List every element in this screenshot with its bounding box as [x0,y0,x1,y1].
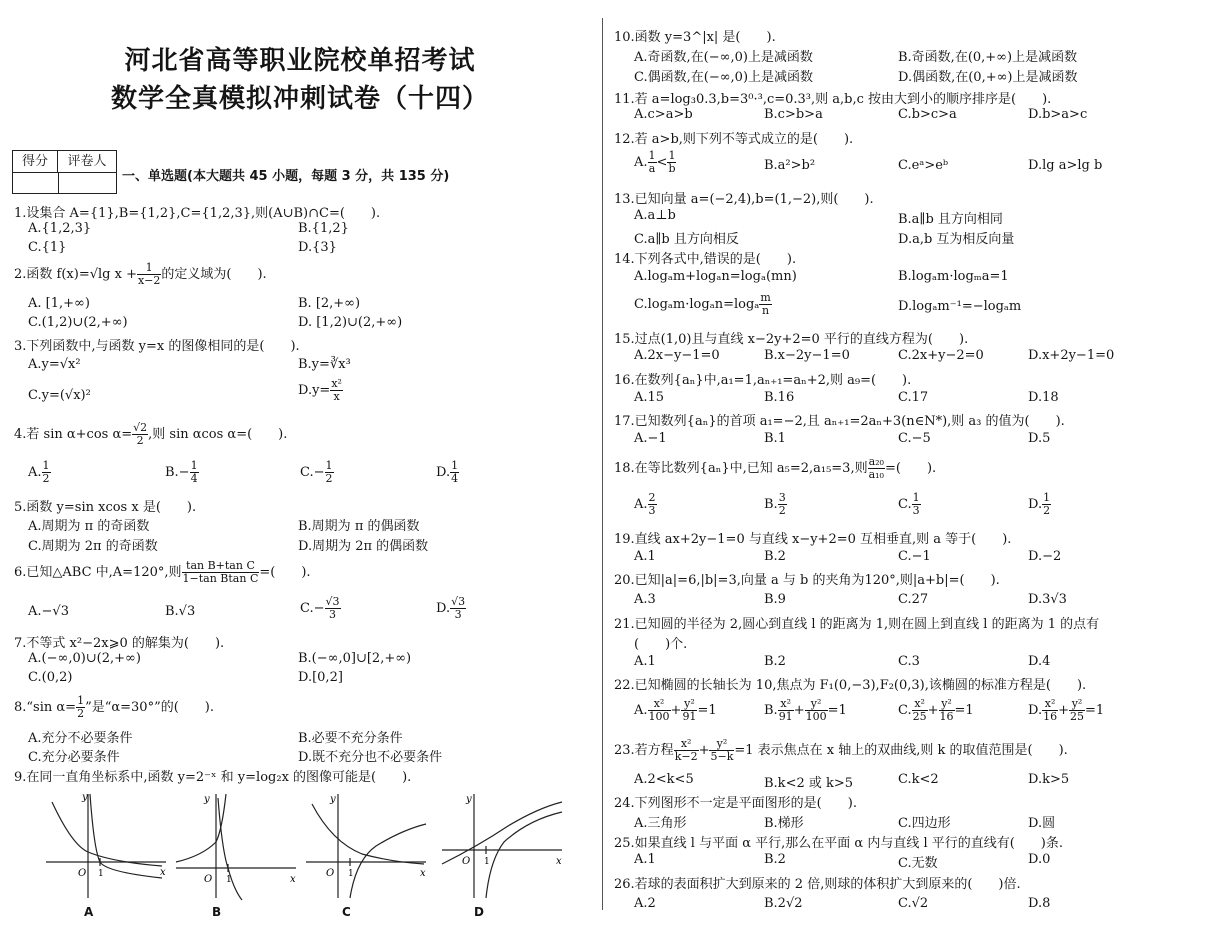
q4-d-label: D. [436,465,451,480]
question-24: 24.下列图形不一定是平面图形的是( ). [614,796,857,811]
q2-stem-post: 的定义域为( ). [161,267,267,282]
q12-option-d: D.lg a>lg b [1028,158,1103,173]
q21-option-a: A.1 [634,654,656,669]
q19-option-b: B.2 [764,549,786,564]
question-26: 26.若球的表面积扩大到原来的 2 倍,则球的体积扩大到原来的( )倍. [614,877,1021,892]
q6-d-fraction [450,596,466,621]
q12-a-frac1 [648,150,657,175]
q14-option-c [634,292,772,317]
q26-option-b: B.2√2 [764,896,803,911]
graph-c [302,790,432,902]
q4-c-fraction [325,460,334,485]
q19-option-d: D.−2 [1028,549,1062,564]
q6-stem-post: =( ). [259,565,311,580]
q5-option-c: C.周期为 2π 的奇函数 [28,539,158,554]
q4-c-num: 1 [325,459,333,472]
graph-d-y-label: y [466,794,472,805]
q23-frac1 [674,738,699,763]
q22-option-a [634,698,717,723]
q23-mid: + [698,743,710,758]
q18-b-fraction [778,492,787,517]
q25-option-b: B.2 [764,852,786,867]
q4-b-den: 4 [190,472,198,485]
q20-option-d: D.3√3 [1028,592,1067,607]
q16-option-d: D.18 [1028,390,1059,405]
q8-frac-den: 2 [77,707,85,720]
q22-b-den1: 91 [778,710,793,723]
q17-option-d: D.5 [1028,431,1051,446]
graph-d-label: D [474,905,484,919]
q12-a-num2: 1 [668,149,676,162]
q4-frac-den: 2 [136,434,144,447]
q7-option-a: A.(−∞,0)∪(2,+∞) [28,651,141,666]
q14-c-label: C.logₐm·logₐn=logₐ [634,297,760,312]
question-5: 5.函数 y=sin xcos x 是( ). [14,500,197,515]
q8-option-a: A.充分不必要条件 [28,731,133,746]
graph-d-origin: O [462,856,471,867]
q7-option-c: C.(0,2) [28,670,73,685]
q23-option-d: D.k>5 [1028,772,1070,787]
q26-option-d: D.8 [1028,896,1051,911]
q12-a-frac2 [667,150,676,175]
q2-stem-pre: 2.函数 f(x)=√lg x + [14,267,137,282]
q2-option-c: C.(1,2)∪(2,+∞) [28,315,128,330]
question-20: 20.已知|a|=6,|b|=3,向量 a 与 b 的夹角为120°,则|a+b|=( ). [614,573,1000,588]
q18-option-a [634,492,657,517]
q14-option-a: A.logₐm+logₐn=logₐ(mn) [634,269,797,284]
q24-option-a: A.三角形 [634,816,687,831]
question-9: 9.在同一直角坐标系中,函数 y=2⁻ˣ 和 y=log₂x 的图像可能是( ). [14,770,412,785]
q22-b-frac1 [778,698,794,723]
q18-frac-den: a₁₀ [868,468,884,481]
q22-c-den2: 16 [939,710,954,723]
graph-d-one: 1 [484,857,490,867]
q3-option-a: A.y=√x² [28,357,81,372]
q17-option-c: C.−5 [898,431,931,446]
graph-c-origin: O [326,868,335,879]
q12-option-b: B.a²>b² [764,158,816,173]
q22-d-label: D. [1028,703,1043,718]
q22-d-den2: 25 [1070,710,1084,723]
left-column [0,0,600,927]
q19-option-c: C.−1 [898,549,931,564]
q22-a-den1: 100 [648,710,670,723]
q18-d-num: 1 [1043,491,1051,504]
q3-d-pre: D.y= [298,383,331,398]
question-13: 13.已知向量 a=(−2,4),b=(1,−2),则( ). [614,192,874,207]
q26-option-a: A.2 [634,896,656,911]
q8-option-c: C.充分必要条件 [28,750,120,765]
q18-d-label: D. [1028,497,1043,512]
q22-d-frac1 [1042,698,1058,723]
q8-option-d: D.既不充分也不必要条件 [298,750,443,765]
q8-stem-post: ”是“α=30°”的( ). [85,700,214,715]
q21-option-c: C.3 [898,654,920,669]
q6-d-num: √3 [451,595,466,608]
q23-stem-pre: 23.若方程 [614,743,674,758]
q24-option-b: B.梯形 [764,816,804,831]
q23-den1: k−2 [674,750,698,763]
q18-c-den: 3 [912,504,920,517]
q22-a-num2: y² [681,698,697,711]
q4-frac-num: √2 [133,421,148,434]
q4-fraction [132,422,148,447]
q11-option-b: B.c>b>a [764,107,823,122]
q12-option-c: C.eᵃ>eᵇ [898,158,949,173]
question-18 [614,456,936,481]
q13-option-a: A.a⊥b [634,208,676,223]
q22-b-label: B. [764,703,778,718]
q18-b-num: 3 [778,491,786,504]
q18-option-b [764,492,787,517]
q3-d-num: x² [331,377,342,390]
question-7: 7.不等式 x²−2x⩾0 的解集为( ). [14,636,225,651]
q4-a-label: A. [28,465,42,480]
q22-d-mid: + [1058,703,1069,718]
q8-stem-pre: 8.“sin α= [14,700,77,715]
q16-option-a: A.15 [634,390,665,405]
grader-label: 评卷人 [58,151,116,173]
question-11: 11.若 a=log₃0.3,b=3⁰·³,c=0.3³,则 a,b,c 按由大到小的顺序排序是( ). [614,92,1052,107]
q10-option-a: A.奇函数,在(−∞,0)上是减函数 [634,50,813,65]
q4-d-den: 4 [451,472,459,485]
q6-c-den: 3 [329,608,337,621]
question-10: 10.函数 y=3^|x| 是( ). [614,30,776,45]
q3-d-fraction [330,378,343,403]
graph-a-exp-curve [52,802,162,866]
q6-option-b: B.√3 [165,604,196,619]
q22-c-frac2 [939,698,955,723]
q22-b-num2: y² [805,698,828,711]
q15-option-d: D.x+2y−1=0 [1028,348,1115,363]
q5-option-d: D.周期为 2π 的偶函数 [298,539,429,554]
q17-option-b: B.1 [764,431,786,446]
q22-a-frac1 [648,698,671,723]
q4-b-fraction [190,460,199,485]
q14-c-den: n [761,304,770,317]
q10-option-c: C.偶函数,在(−∞,0)上是减函数 [634,70,814,85]
question-21-cont: ( )个. [634,637,688,652]
question-21: 21.已知圆的半径为 2,圆心到直线 l 的距离为 1,则在圆上到直线 l 的距离为 1 的点有 [614,617,1100,632]
exam-title-line1: 河北省高等职业院校单招考试 [124,46,476,76]
q18-d-fraction [1042,492,1051,517]
column-divider [602,18,603,910]
q18-a-fraction [648,492,657,517]
graph-d-log-curve [486,812,562,898]
graph-c-x-label: x [420,868,426,879]
question-17: 17.已知数列{aₙ}的首项 a₁=−2,且 aₙ₊₁=2aₙ+3(n∈N*),则 a₃ 的值为( ). [614,414,1065,429]
graph-c-log-curve [350,824,426,898]
q2-fraction [137,262,161,287]
graph-b-label: B [212,905,222,919]
q5-option-a: A.周期为 π 的奇函数 [28,519,150,534]
q4-option-a [28,460,51,485]
q2-frac-num: 1 [137,262,161,275]
q11-option-a: A.c>a>b [634,107,693,122]
question-12: 12.若 a>b,则下列不等式成立的是( ). [614,132,854,147]
q21-option-d: D.4 [1028,654,1051,669]
q12-a-den2: b [668,162,676,175]
q10-option-b: B.奇函数,在(0,+∞)上是减函数 [898,50,1078,65]
q22-d-frac2 [1069,698,1085,723]
q18-option-d [1028,492,1051,517]
q6-c-num: √3 [325,595,340,608]
q24-option-c: C.四边形 [898,816,951,831]
q23-option-c: C.k<2 [898,772,939,787]
q4-c-den: 2 [325,472,333,485]
q12-a-den1: a [648,162,656,175]
q22-d-den1: 16 [1043,710,1058,723]
q23-num2: y² [709,738,734,751]
question-22: 22.已知椭圆的长轴长为 10,焦点为 F₁(0,−3),F₂(0,3),该椭圆的标准方程是( ). [614,678,1087,693]
question-4 [14,422,287,447]
q4-b-num: 1 [190,459,198,472]
q23-frac2 [709,738,734,763]
q6-option-d [436,596,466,621]
q20-option-b: B.9 [764,592,786,607]
q22-d-end: =1 [1085,703,1105,718]
q22-a-frac2 [681,698,697,723]
q18-c-fraction [912,492,921,517]
q3-d-den: x [333,390,340,403]
q6-c-label: C.− [300,601,325,616]
exam-title-line2: 数学全真模拟冲刺试卷（十四） [110,84,489,114]
q23-den2: 5−k [710,750,734,763]
q22-b-frac2 [805,698,828,723]
graph-d-exp-curve [442,802,562,864]
q23-option-a: A.2<k<5 [634,772,694,787]
q4-d-fraction [450,460,459,485]
q15-option-a: A.2x−y−1=0 [634,348,720,363]
q19-option-a: A.1 [634,549,656,564]
q1-option-c: C.{1} [28,240,67,255]
right-column [604,0,1224,927]
q14-option-d: D.logₐm⁻¹=−logₐm [898,299,1022,314]
q2-option-b: B. [2,+∞) [298,296,361,311]
question-25: 25.如果直线 l 与平面 α 平行,那么在平面 α 内与直线 l 平行的直线有( )条. [614,836,1064,851]
q12-a-num1: 1 [648,149,656,162]
q1-option-b: B.{1,2} [298,221,349,236]
graph-c-exp-curve [312,804,424,864]
q22-c-mid: + [927,703,939,718]
q7-option-d: D.[0,2] [298,670,343,685]
graph-b-y-label: y [204,794,210,805]
q25-option-d: D.0 [1028,852,1051,867]
q8-fraction [76,695,85,720]
q25-option-a: A.1 [634,852,656,867]
q7-option-b: B.(−∞,0]∪[2,+∞) [298,651,412,666]
q6-frac-den: 1−tan Btan C [182,572,259,585]
q3-option-b: B.y=∛x³ [298,357,351,372]
question-1: 1.设集合 A={1},B={1,2},C={1,2,3},则(A∪B)∩C=( ). [14,206,381,221]
q11-option-c: C.b>c>a [898,107,957,122]
graph-c-label: C [342,905,351,919]
q18-option-c [898,492,921,517]
q13-option-b: B.a∥b 且方向相同 [898,212,1003,227]
graph-a [42,790,172,902]
q12-option-a [634,150,676,175]
q4-option-b [165,460,199,485]
graph-c-one: 1 [348,869,354,879]
score-box [12,150,117,194]
q20-option-a: A.3 [634,592,656,607]
q18-b-den: 2 [778,504,786,517]
q17-option-a: A.−1 [634,431,667,446]
q4-stem-pre: 4.若 sin α+cos α= [14,427,133,442]
question-23 [614,738,1068,763]
q25-option-c: C.无数 [898,856,938,871]
graph-b [172,790,302,902]
q18-c-num: 1 [912,491,920,504]
q22-c-den1: 25 [912,710,927,723]
q13-option-c: C.a∥b 且方向相反 [634,232,739,247]
score-label: 得分 [13,151,58,173]
score-box-divider [58,173,59,194]
q16-option-b: B.16 [764,390,795,405]
q4-c-label: C.− [300,465,325,480]
q14-c-fraction [759,292,771,317]
q6-option-a: A.−√3 [28,604,69,619]
q2-frac-den: x−2 [137,274,161,287]
question-14: 14.下列各式中,错误的是( ). [614,252,797,267]
graph-b-one: 1 [226,875,232,885]
graph-b-x-label: x [290,874,296,885]
q18-a-label: A. [634,497,648,512]
q6-stem-pre: 6.已知△ABC 中,A=120°,则 [14,565,182,580]
graph-a-x-label: x [160,867,166,878]
q2-option-a: A. [1,+∞) [28,296,90,311]
q22-d-num1: x² [1042,698,1058,711]
graph-a-y-label: y [82,792,88,803]
q6-option-c [300,596,341,621]
q10-option-d: D.偶函数,在(0,+∞)上是减函数 [898,70,1078,85]
graph-a-label: A [84,905,94,919]
q22-b-end: =1 [827,703,847,718]
q15-option-c: C.2x+y−2=0 [898,348,984,363]
q18-stem-post: =( ). [884,461,937,476]
q15-option-b: B.x−2y−1=0 [764,348,850,363]
q22-a-label: A. [634,703,648,718]
q22-b-den2: 100 [805,710,827,723]
graph-d-x-label: x [556,856,562,867]
question-8 [14,695,214,720]
graph-a-one: 1 [98,869,104,879]
q12-a-mid: < [656,155,668,170]
question-2 [14,262,267,287]
q4-a-fraction [42,460,51,485]
q26-option-c: C.√2 [898,896,929,911]
q18-frac-num: a₂₀ [868,455,884,468]
q8-frac-num: 1 [77,694,85,707]
q4-d-num: 1 [451,459,459,472]
q2-option-d: D. [1,2)∪(2,+∞) [298,315,403,330]
q6-d-label: D. [436,601,451,616]
q22-c-num2: y² [939,698,955,711]
question-15: 15.过点(1,0)且与直线 x−2y+2=0 平行的直线方程为( ). [614,332,969,347]
question-19: 19.直线 ax+2y−1=0 与直线 x−y+2=0 互相垂直,则 a 等于( ). [614,532,1012,547]
q6-frac-num: tan B+tan C [182,560,260,573]
q22-c-frac1 [912,698,928,723]
q18-d-den: 2 [1043,504,1051,517]
q21-option-b: B.2 [764,654,786,669]
q23-num1: x² [674,738,699,751]
q22-c-end: =1 [954,703,974,718]
section-title: 一、单选题(本大题共 45 小题，每题 3 分，共 135 分) [122,169,450,184]
q3-option-d [298,378,343,403]
graph-d [438,790,568,902]
q3-option-c: C.y=(√x)² [28,388,91,403]
graph-a-origin: O [78,868,87,879]
q4-option-d [436,460,459,485]
q22-d-num2: y² [1069,698,1085,711]
q8-option-b: B.必要不充分条件 [298,731,403,746]
q22-option-b [764,698,847,723]
q16-option-c: C.17 [898,390,929,405]
q18-stem-pre: 18.在等比数列{aₙ}中,已知 a₅=2,a₁₅=3,则 [614,461,868,476]
q18-a-num: 2 [648,491,656,504]
q24-option-d: D.圆 [1028,816,1056,831]
q11-option-d: D.b>a>c [1028,107,1088,122]
q4-b-label: B.− [165,465,190,480]
q18-c-label: C. [898,497,912,512]
q4-stem-post: ,则 sin αcos α=( ). [148,427,288,442]
question-16: 16.在数列{aₙ}中,a₁=1,aₙ₊₁=aₙ+2,则 a₉=( ). [614,373,912,388]
q5-option-b: B.周期为 π 的偶函数 [298,519,420,534]
q22-a-num1: x² [648,698,671,711]
q22-a-den2: 91 [682,710,697,723]
graph-c-y-label: y [330,794,336,805]
q20-option-c: C.27 [898,592,929,607]
q1-option-d: D.{3} [298,240,337,255]
question-6 [14,560,311,585]
q22-c-label: C. [898,703,912,718]
q22-c-num1: x² [912,698,928,711]
q18-fraction [868,456,885,481]
q18-b-label: B. [764,497,778,512]
graph-b-origin: O [204,874,213,885]
q22-a-mid: + [670,703,682,718]
q6-fraction [182,560,260,585]
q6-d-den: 3 [454,608,462,621]
q4-a-num: 1 [42,459,50,472]
q18-a-den: 3 [648,504,656,517]
q13-option-d: D.a,b 互为相反向量 [898,232,1015,247]
q1-option-a: A.{1,2,3} [28,221,92,236]
q22-option-d [1028,698,1104,723]
q23-stem-post: =1 表示焦点在 x 轴上的双曲线,则 k 的取值范围是( ). [734,743,1068,758]
q22-a-end: =1 [697,703,717,718]
q4-a-den: 2 [42,472,50,485]
q12-a-label: A. [634,155,648,170]
q22-b-mid: + [793,703,805,718]
q14-option-b: B.logₐm·logₘa=1 [898,269,1009,284]
q23-option-b: B.k<2 或 k>5 [764,776,854,791]
question-3: 3.下列函数中,与函数 y=x 的图像相同的是( ). [14,339,300,354]
q4-option-c [300,460,334,485]
q6-c-fraction [325,596,341,621]
q22-option-c [898,698,974,723]
q22-b-num1: x² [778,698,794,711]
q14-c-num: m [760,291,771,304]
